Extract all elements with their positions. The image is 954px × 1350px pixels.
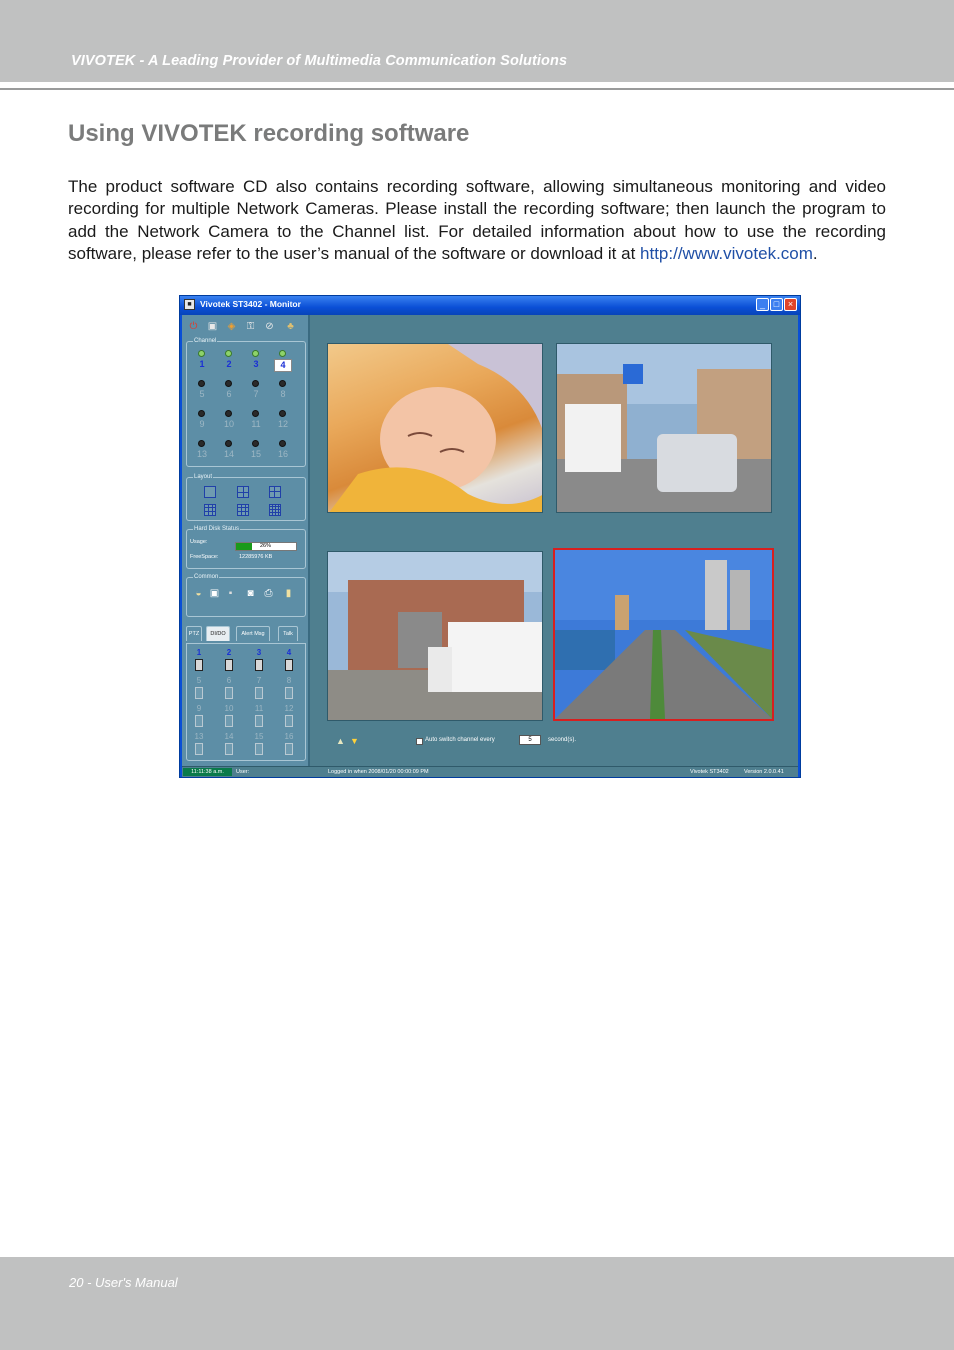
layout-1x1-icon — [204, 486, 216, 498]
channel-led-icon — [198, 410, 205, 417]
body-paragraph — [68, 176, 886, 266]
dido-number: 8 — [286, 676, 292, 685]
dido-channel-7 — [251, 676, 267, 702]
dido-channel-8 — [281, 676, 297, 702]
layout-2x2-icon — [237, 486, 249, 498]
channel-led-icon — [198, 440, 205, 447]
channel-14 — [220, 440, 238, 466]
layout-1plus7-icon — [237, 504, 249, 516]
camera-icon: ◙ — [247, 588, 254, 599]
channel-number: 8 — [280, 389, 286, 399]
channel-number: 10 — [223, 419, 234, 429]
dido-channel-14 — [221, 732, 237, 758]
dido-channel-2 — [221, 648, 237, 674]
freespace-value: 12285976 KB — [239, 554, 273, 560]
paragraph-text: The product software CD also contains recording software, allowing simultaneous monitoring and video recording for multiple Network Cameras. Please install the recording software; then launch the program to add the Network Camera to the Channel list. For detailed information about how to use the recording software, please refer to the user’s manual of the software or download it at — [68, 177, 886, 264]
dido-number: 10 — [224, 704, 234, 713]
video-view-3 — [327, 551, 543, 721]
channel-led-icon — [252, 380, 259, 387]
layout-3x3-icon — [204, 504, 216, 516]
status-login: Logged in when 2008/01/20 00:00:09 PM — [328, 769, 429, 775]
dido-switch-icon — [225, 659, 233, 671]
dido-switch-icon — [255, 743, 263, 755]
dido-switch-icon — [255, 687, 263, 699]
status-version: Version 2.0.0.41 — [744, 769, 784, 775]
dido-channel-9 — [191, 704, 207, 730]
dido-channel-12 — [281, 704, 297, 730]
maximize-icon: □ — [770, 298, 783, 311]
dido-number: 4 — [286, 648, 292, 657]
dido-number: 2 — [226, 648, 232, 657]
tab-dido: DI/DO — [206, 626, 230, 641]
dido-channel-5 — [191, 676, 207, 702]
dido-channel-6 — [221, 676, 237, 702]
tab-talk: Talk — [278, 626, 298, 641]
app-icon: ■ — [184, 299, 195, 310]
dido-group — [186, 643, 306, 761]
channel-led-icon — [225, 350, 232, 357]
channel-5 — [193, 380, 211, 406]
close-icon: × — [784, 298, 797, 311]
window-client-area — [182, 315, 798, 766]
channel-led-icon — [198, 380, 205, 387]
tab-alert-msg: Alert Msg — [236, 626, 270, 641]
dido-number: 6 — [226, 676, 232, 685]
baby-image — [328, 344, 543, 513]
status-bar — [182, 766, 798, 777]
tab-ptz: PTZ — [186, 626, 202, 641]
layout-1plus5-icon — [269, 486, 281, 498]
channel-6 — [220, 380, 238, 406]
channel-11 — [247, 410, 265, 436]
color-icon: ◈ — [227, 321, 236, 332]
dido-number: 11 — [254, 704, 264, 713]
channel-led-icon — [198, 350, 205, 357]
dido-switch-icon — [225, 743, 233, 755]
channel-number: 3 — [253, 359, 259, 369]
common-group — [186, 574, 306, 617]
dido-switch-icon — [225, 687, 233, 699]
channel-3 — [247, 350, 265, 376]
dido-number: 1 — [196, 648, 202, 657]
paragraph-end: . — [812, 244, 818, 264]
auto-switch-checkbox — [416, 738, 423, 745]
usage-label: Usage: — [190, 539, 208, 545]
lock-icon: ⚿ — [246, 321, 255, 332]
disable-icon: ⊘ — [265, 321, 274, 332]
channel-16 — [274, 440, 292, 466]
minimize-icon: _ — [756, 298, 769, 311]
channel-led-icon — [279, 410, 286, 417]
dido-switch-icon — [195, 687, 203, 699]
dido-number: 5 — [196, 676, 202, 685]
dido-channel-16 — [281, 732, 297, 758]
channel-led-icon — [279, 380, 286, 387]
usage-bar-fill — [236, 543, 252, 550]
dido-number: 9 — [196, 704, 202, 713]
video-view-1 — [327, 343, 543, 513]
street-image — [557, 344, 772, 513]
dido-switch-icon — [255, 659, 263, 671]
channel-number: 5 — [199, 389, 205, 399]
snapshot-folder-icon: ◒ — [195, 588, 202, 599]
channel-number: 6 — [226, 389, 232, 399]
channel-led-icon — [279, 440, 286, 447]
channel-number: 9 — [199, 419, 205, 429]
recording-software-screenshot — [179, 295, 801, 778]
channel-led-icon — [225, 380, 232, 387]
channel-number: 12 — [277, 419, 288, 429]
dido-switch-icon — [255, 715, 263, 727]
status-clock: 11:11:38 a.m. — [183, 768, 232, 776]
channel-number: 13 — [196, 449, 207, 459]
auto-switch-label: Auto switch channel every — [425, 737, 495, 743]
channel-13 — [193, 440, 211, 466]
dido-channel-4 — [281, 648, 297, 674]
panel-tabs — [186, 626, 306, 642]
channel-number: 2 — [226, 359, 232, 369]
dido-number: 12 — [284, 704, 294, 713]
power-icon: ⏻ — [189, 321, 198, 332]
trash-icon: ▮ — [285, 588, 292, 599]
usage-value: 26% — [260, 543, 272, 549]
channel-10 — [220, 410, 238, 436]
channel-led-icon — [252, 350, 259, 357]
channel-12 — [274, 410, 292, 436]
monitor-icon: ▣ — [207, 321, 218, 332]
dido-number: 7 — [256, 676, 262, 685]
footer-page-label: 20 - User's Manual — [69, 1275, 178, 1290]
status-product: Vivotek ST3402 — [690, 769, 729, 775]
print-icon: ⎙ — [264, 588, 273, 599]
status-user: User: — [236, 769, 250, 775]
dido-channel-11 — [251, 704, 267, 730]
channel-led-icon — [225, 440, 232, 447]
dido-number: 14 — [224, 732, 234, 741]
header-divider — [0, 88, 954, 90]
user-icon: ♣ — [287, 321, 294, 332]
header-band — [0, 0, 954, 82]
channel-number: 1 — [199, 359, 205, 369]
channel-number: 4 — [274, 359, 292, 372]
nav-right-icon: ▼ — [350, 736, 359, 746]
stop-icon: ▪ — [228, 588, 233, 599]
layout-group — [186, 474, 306, 521]
channel-number: 11 — [251, 419, 261, 429]
dido-number: 3 — [256, 648, 262, 657]
channel-7 — [247, 380, 265, 406]
common-group-label: Common — [194, 574, 219, 580]
usage-bar — [235, 542, 297, 551]
auto-switch-seconds: 5 — [519, 735, 541, 745]
dido-number: 13 — [194, 732, 204, 741]
dido-number: 15 — [254, 732, 264, 741]
channel-4 — [274, 350, 292, 376]
footer-band — [0, 1257, 954, 1350]
channel-15 — [247, 440, 265, 466]
dido-switch-icon — [285, 743, 293, 755]
header-tagline: VIVOTEK - A Leading Provider of Multimedia Communication Solutions — [71, 53, 568, 69]
dido-switch-icon — [285, 659, 293, 671]
layout-group-label: Layout — [194, 474, 213, 480]
video-view-2 — [556, 343, 772, 513]
window-titlebar — [180, 296, 800, 315]
page-title: Using VIVOTEK recording software — [68, 120, 470, 147]
channel-1 — [193, 350, 211, 376]
dido-switch-icon — [225, 715, 233, 727]
dido-channel-15 — [251, 732, 267, 758]
channel-number: 15 — [250, 449, 261, 459]
highway-image — [555, 550, 772, 719]
vivotek-link[interactable]: http://www.vivotek.com — [640, 244, 813, 264]
dido-channel-3 — [251, 648, 267, 674]
nav-left-icon: ▲ — [336, 736, 345, 746]
channel-9 — [193, 410, 211, 436]
dido-switch-icon — [195, 715, 203, 727]
record-icon: ▣ — [209, 588, 220, 599]
freespace-label: FreeSpace: — [190, 554, 219, 560]
dido-switch-icon — [195, 743, 203, 755]
dido-switch-icon — [195, 659, 203, 671]
channel-2 — [220, 350, 238, 376]
dido-switch-icon — [285, 715, 293, 727]
video-view-4-selected — [553, 548, 774, 721]
channel-led-icon — [225, 410, 232, 417]
dido-channel-13 — [191, 732, 207, 758]
window-title: Vivotek ST3402 - Monitor — [200, 299, 301, 309]
dido-number: 16 — [284, 732, 294, 741]
hard-disk-group — [186, 526, 306, 569]
dido-switch-icon — [285, 687, 293, 699]
channel-number: 14 — [223, 449, 234, 459]
channel-group-label: Channel — [194, 338, 217, 344]
channel-8 — [274, 380, 292, 406]
channel-group — [186, 338, 306, 467]
auto-switch-unit: second(s). — [548, 737, 577, 743]
control-panel — [182, 315, 310, 766]
dido-channel-10 — [221, 704, 237, 730]
channel-led-icon — [252, 410, 259, 417]
toolbar — [186, 321, 306, 335]
channel-number: 16 — [277, 449, 288, 459]
dido-channel-1 — [191, 648, 207, 674]
channel-led-icon — [252, 440, 259, 447]
channel-led-icon — [279, 350, 286, 357]
channel-number: 7 — [253, 389, 259, 399]
hard-disk-group-label: Hard Disk Status — [194, 526, 240, 532]
layout-4x4-icon — [269, 504, 281, 516]
truck-image — [328, 552, 543, 721]
